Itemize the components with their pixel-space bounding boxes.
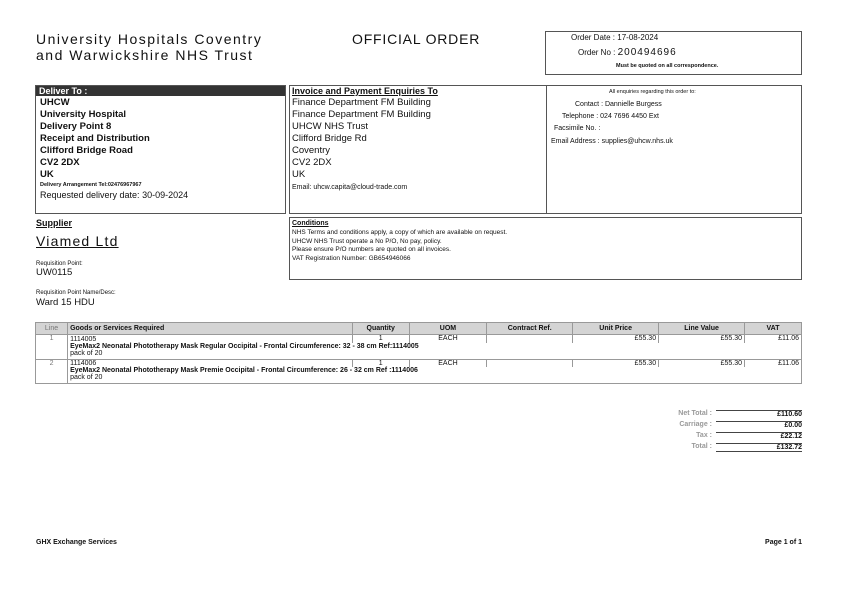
conditions-box — [289, 217, 802, 280]
supplier-name: Viamed Ltd — [36, 233, 119, 249]
conditions-line: NHS Terms and conditions apply, a copy of which are available on request. — [292, 229, 508, 236]
enquiries-heading: All enquiries regarding this order to: — [609, 89, 696, 95]
email-value: supplies@uhcw.nhs.uk — [601, 138, 673, 145]
supplier-label: Supplier — [36, 218, 73, 228]
cell-vat: £11.06 — [745, 360, 802, 368]
carriage-label: Carriage : — [679, 421, 712, 428]
invoice-line: UHCW NHS Trust — [292, 121, 368, 132]
cell-description — [68, 343, 802, 360]
table-row — [36, 360, 802, 368]
deliver-line: Clifford Bridge Road — [40, 145, 133, 156]
cell-description — [68, 367, 802, 384]
cell-line: 1 — [36, 335, 68, 344]
deliver-address — [36, 96, 285, 181]
deliver-to-box — [35, 85, 286, 214]
item-code: 1114005 — [70, 336, 97, 343]
deliver-to-heading: Deliver To : — [36, 86, 285, 96]
requisition-point-value: UW0115 — [36, 267, 73, 278]
document-title: OFFICIAL ORDER — [352, 31, 481, 47]
invoice-line: Coventry — [292, 145, 331, 156]
invoice-line: Finance Department FM Building — [292, 109, 431, 120]
organisation-line-2: and Warwickshire NHS Trust — [36, 47, 254, 63]
enquiries-email — [551, 138, 673, 145]
net-total-label: Net Total : — [678, 410, 712, 417]
cell-quantity: 1 — [352, 335, 409, 344]
tax-value: £22.12 — [716, 432, 802, 440]
cell-goods — [68, 335, 353, 344]
footer-page-number: Page 1 of 1 — [765, 539, 802, 546]
col-header-line: Line — [36, 323, 68, 335]
item-pack: pack of 20 — [70, 374, 103, 381]
invoice-line: Clifford Bridge Rd — [292, 133, 367, 144]
invoice-column — [292, 86, 546, 191]
cell-goods — [68, 360, 353, 368]
enquiries-fax — [554, 125, 600, 132]
item-description: EyeMax2 Neonatal Phototherapy Mask Regular Occipital - Frontal Circumference: 32 - 38 cm Ref:1114005 — [70, 343, 419, 350]
invoice-line: UK — [292, 169, 306, 180]
net-total-value: £110.60 — [716, 410, 802, 418]
deliver-line: CV2 2DX — [40, 157, 80, 168]
cell-uom: EACH — [409, 335, 487, 344]
order-date-label: Order Date : — [571, 33, 616, 42]
conditions-line: UHCW NHS Trust operate a No P/O, No pay, policy. — [292, 237, 442, 245]
cell-unit-price: £55.30 — [573, 360, 659, 368]
deliver-line: UHCW — [40, 97, 70, 108]
col-header-uom: UOM — [409, 323, 487, 335]
col-header-goods: Goods or Services Required — [68, 323, 353, 335]
telephone-value: 024 7696 4450 Ext — [600, 113, 659, 120]
invoice-line: Finance Department FM Building — [292, 97, 431, 108]
order-date-value: 17-08-2024 — [617, 33, 659, 42]
col-header-quantity: Quantity — [352, 323, 409, 335]
deliver-line: University Hospital — [40, 109, 127, 120]
cell-line-value: £55.30 — [659, 335, 745, 344]
table-row — [36, 335, 802, 344]
order-date-row — [571, 33, 658, 42]
enquiries-telephone — [562, 113, 659, 120]
requisition-desc-label: Requisition Point Name/Desc: — [36, 290, 116, 296]
requisition-desc-value: Ward 15 HDU — [36, 297, 95, 308]
invoice-heading: Invoice and Payment Enquiries To — [292, 86, 438, 96]
invoice-line: CV2 2DX — [292, 157, 332, 168]
email-label: Email Address : — [551, 138, 600, 145]
cell-quantity: 1 — [352, 360, 409, 368]
deliver-line: UK — [40, 169, 54, 180]
col-header-contract: Contract Ref. — [487, 323, 573, 335]
table-row-description — [36, 343, 802, 360]
cell-uom: EACH — [409, 360, 487, 368]
order-no-value: 200494696 — [617, 47, 677, 58]
order-no-label: Order No : — [578, 48, 616, 57]
table-header-row — [36, 323, 802, 335]
item-description: EyeMax2 Neonatal Phototherapy Mask Premie Occipital - Frontal Circumference: 26 - 32 cm Ref :1114006 — [70, 367, 418, 374]
enquiries-contact — [575, 101, 662, 108]
col-header-vat: VAT — [745, 323, 802, 335]
col-header-unit-price: Unit Price — [573, 323, 659, 335]
cell-empty — [36, 367, 68, 384]
contact-value: Dannielle Burgess — [604, 101, 662, 108]
cell-vat: £11.06 — [745, 335, 802, 344]
enquiries-column — [546, 86, 802, 213]
carriage-value: £0.00 — [716, 421, 802, 429]
order-info-box — [545, 31, 802, 75]
total-value: £132.72 — [716, 443, 802, 452]
cell-contract — [487, 335, 573, 344]
cell-line: 2 — [36, 360, 68, 368]
invoice-box — [289, 85, 802, 214]
deliver-line: Receipt and Distribution — [40, 133, 150, 144]
deliver-line: Delivery Point 8 — [40, 121, 112, 132]
cell-line-value: £55.30 — [659, 360, 745, 368]
item-code: 1114006 — [70, 360, 97, 367]
item-pack: pack of 20 — [70, 350, 103, 357]
conditions-line: VAT Registration Number: GB654946066 — [292, 254, 411, 262]
order-no-row — [578, 47, 677, 58]
delivery-arrangement: Delivery Arrangement Tel:02476967967 — [40, 182, 142, 188]
cell-contract — [487, 360, 573, 368]
tax-label: Tax : — [696, 432, 712, 439]
footer-provider: GHX Exchange Services — [36, 539, 117, 546]
organisation-line-1: University Hospitals Coventry — [36, 31, 263, 47]
total-label: Total : — [691, 443, 712, 450]
conditions-line: Please ensure P/O numbers are quoted on all invoices. — [292, 246, 451, 253]
invoice-email: Email: uhcw.capita@cloud-trade.com — [292, 184, 408, 191]
cell-unit-price: £55.30 — [573, 335, 659, 344]
telephone-label: Telephone : — [562, 113, 599, 120]
requested-delivery-date: Requested delivery date: 30-09-2024 — [40, 190, 189, 200]
organisation-name — [36, 31, 262, 63]
order-items-table — [35, 322, 802, 384]
fax-label: Facsimile No. : — [554, 125, 601, 132]
order-note: Must be quoted on all correspondence. — [616, 63, 719, 69]
conditions-text — [290, 229, 801, 263]
requisition-point-label: Requisition Point: — [36, 261, 83, 267]
cell-empty — [36, 343, 68, 360]
table-row-description — [36, 367, 802, 384]
conditions-heading: Conditions — [292, 220, 329, 227]
col-header-line-value: Line Value — [659, 323, 745, 335]
contact-label: Contact : — [575, 101, 604, 108]
